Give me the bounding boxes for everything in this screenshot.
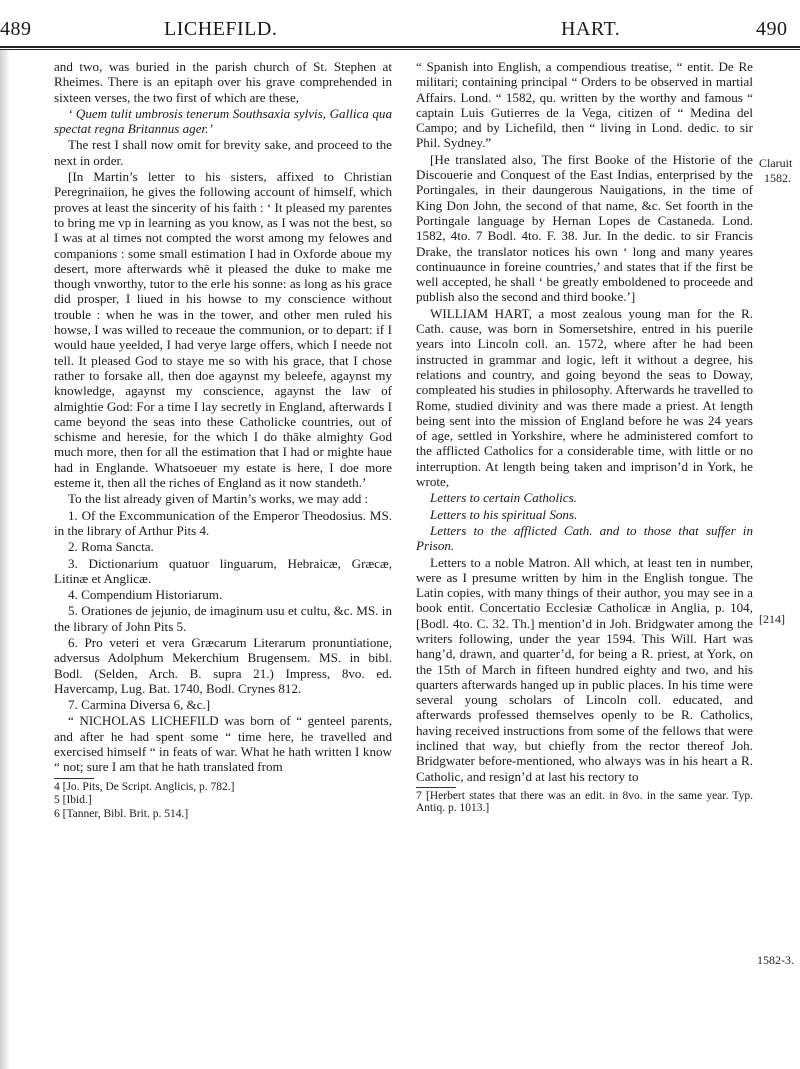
binding-shadow <box>0 50 10 1069</box>
works-list-item: 4. Compendium Historiarum. <box>68 587 223 603</box>
paragraph: “ Spanish into English, a compendious treatise, “ entit. De Re militari; containing principal “ Orders to be observed in martial Affairs. Lond. “ 1582, qu. written by the worthy and famous “ captain Luis Gutierres de la Vega, citizen of “ Medina del Campo; and by Lichefild, then “ living in Lond. dedic. to sir Phil. Sydney.” <box>416 59 753 151</box>
footnote-rule <box>416 787 456 788</box>
works-list-item: 2. Roma Sancta. <box>68 539 154 555</box>
footnote: 4 [Jo. Pits, De Script. Anglicis, p. 782.] <box>54 780 235 793</box>
paragraph: and two, was buried in the parish church of St. Stephen at Rheimes. There is an epitaph over his grave comprehended in sixteen verses, the two first of which are these, <box>54 59 392 105</box>
martin-letter-paragraph: [In Martin’s letter to his sisters, affixed to Christian Peregrinaiion, he gives the following account of himself, which proves at least the sincerity of his faith : ‘ It pleased my parentes to bring me vp in learning as you know, as I was not the best, so I was at al times not compted the worst among my felowes and companions : some small estimation I had in Oxforde aboue my desert, more afterwards whē it pleased the duke to make me though vnworthy, tutor to the erle his sonne: as long as his grace did prosper, I liued in his howse to my conscience without trouble : when he was in the tower, and other men ruled his howse, I was willed to receaue the communion, or to depart: if I would haue yeelded, I had verye large offers, which I neede not tell. It pleased God to staye me so with his grace, that I chose rather to forsake all, then doe agaynst my beleefe, agaynst my knowledge, agaynst my conscience, agaynst the law of almightie God: For a time I lay secretly in England, afterwards I came beyond the seas into these Catholicke countries, out of schisme and heresie, for the which I do thāke almighty God much more, then for all the estimation that I had or mighte haue had in Englande. Whatsoeuer my estate is here, I doe more esteme it, then all the riches of England as it now standeth.’ <box>54 169 392 491</box>
margin-note-year: 1582-3. <box>757 953 794 967</box>
page-number-left: 489 <box>0 18 32 40</box>
works-list-item: 3. Dictionarium quatuor linguarum, Hebraicæ, Græcæ, Litinæ et Anglicæ. <box>54 555 392 586</box>
paragraph: To the list already given of Martin’s works, we may add : <box>68 491 369 507</box>
header-rule-thin <box>0 49 800 50</box>
works-list-item: 6. Pro veteri et vera Græcarum Literarum pronuntiatione, adversus Adolphum Mekerchium Brugensem. MS. in bibl. Bodl. (Selden, Arch. B. supra 21.) Impress, 8vo. ed. Havercamp, Lug. Bat. 1740, Bodl. Crynes 812. <box>54 634 392 696</box>
translation-note: [He translated also, The first Booke of the Historie of the Discouerie and Conquest of the East Indias, enterprised by the Portingales, in their daungerous Nauigations, in the time of King Don John, the second of that name, &c. Set foorth in the Portingale language by Hernan Lopes de Castaneda. Lond. 1582, 4to. 7 Bodl. 4to. F. 38. Jur. In the dedic. to sir Francis Drake, the translator notices his own ‘ long and many yeares continuaunce in foreine countries,’ and states that if the first be well accepted, he shall ‘ be greatly emboldened to proceede and publish also the second and third booke.’] <box>416 151 753 305</box>
footnote: 6 [Tanner, Bibl. Brit. p. 514.] <box>54 807 189 820</box>
paragraph: Letters to a noble Matron. All which, at least ten in number, were as I presume written by him in the English tongue. The Latin copies, with many things of their author, you may see in a book entit. Concertatio Ecclesiæ Catholicæ in Anglia, p. 104, [Bodl. 4to. C. 32. Th.] mention’d in Joh. Bridgwater among the writers following, under the year 1594. This Will. Hart was hang’d, drawn, and quarter’d, for being a R. priest, at York, on the 15th of March in fifteen hundred eighty and two, and his quarters afterwards hanged up in public places. In his time were several young scholars of Lincoln coll. educated, and afterwards professed themselves openly to be R. Catholics, having received instructions from some of the fellows that were inclined that way, but chiefly from the rector thereof Joh. Bridgwater before-mentioned, who always was in his heart a R. Catholic, and resign’d at last his rectory to <box>416 554 753 784</box>
margin-note-page-ref: [214] <box>759 612 785 626</box>
right-column <box>416 59 753 816</box>
paragraph: The rest I shall now omit for brevity sake, and proceed to the next in order. <box>54 137 392 168</box>
running-title-right: HART. <box>561 18 621 40</box>
running-title-left: LICHEFILD. <box>164 18 278 40</box>
works-list-item: 7. Carmina Diversa 6, &c.] <box>68 697 211 713</box>
page-number-right: 490 <box>756 18 788 40</box>
footnote: 5 [Ibid.] <box>54 794 92 807</box>
footnote: 7 [Herbert states that there was an edit. in 8vo. in the same year. Typ. Antiq. p. 1013.] <box>416 789 753 815</box>
hart-entry: WILLIAM HART, a most zealous young man for the R. Cath. cause, was born in Somersetshire, entred in his puerile years into Lincoln coll. an. 1572, where after he had been instructed in grammar and logic, left it without a degree, his relations and country, and going beyond the seas to Doway, compleated his studies in philosophy. Afterwards he travelled to Rome, studied divinity and was there made a priest. At length being sent into the mission of England before he was 24 years of age, settled in Yorkshire, where he administered comfort to the afflicted Catholics for a considerable time, with little or no interruption. At length being taken and imprison’d in York, he wrote, <box>416 305 753 490</box>
lichefild-entry: “ NICHOLAS LICHEFILD was born of “ genteel parents, and after he had spent some “ time here, he travelled and exercised himself “ in feats of war. What he hath written I know “ not; sure I am that he hath translated from <box>54 713 392 775</box>
works-title: Letters to certain Catholics. <box>430 490 577 506</box>
left-column <box>54 59 392 821</box>
works-list-item: 5. Orationes de jejunio, de imaginum usu et cultu, &c. MS. in the library of John Pits 5. <box>54 603 392 634</box>
margin-note-claruit: Claruit <box>759 156 793 170</box>
footnote-rule <box>54 778 94 779</box>
works-title: Letters to the afflicted Cath. and to those that suffer in Prison. <box>416 522 753 554</box>
works-title: Letters to his spiritual Sons. <box>430 506 578 522</box>
epitaph-verse: ‘ Quem tulit umbrosis tenerum Southsaxia sylvis, Gallica qua spectat regna Britannus ager.’ <box>54 105 392 137</box>
header-rule <box>0 46 800 48</box>
works-list-item: 1. Of the Excommunication of the Emperor Theodosius. MS. in the library of Arthur Pits 4. <box>54 507 392 538</box>
margin-note-year: 1582. <box>764 171 791 185</box>
